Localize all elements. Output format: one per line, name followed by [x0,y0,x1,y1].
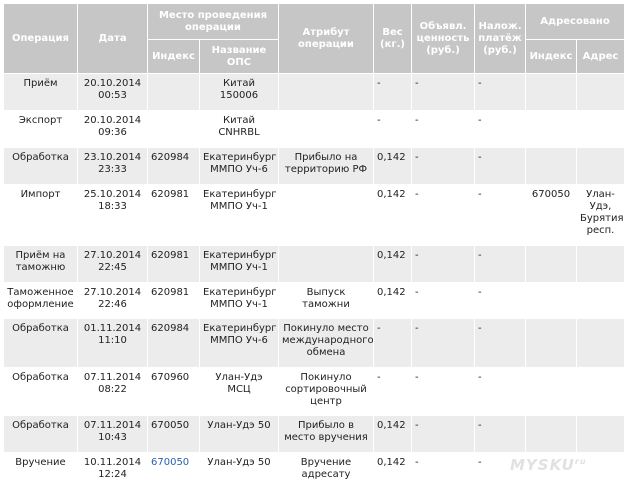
cell-office-name [200,148,279,185]
header-cod: Налож. платёж (руб.) [475,4,526,74]
cell-declared-value [412,111,475,148]
cell-date [78,111,148,148]
tracking-table [3,3,625,488]
cell-operation-text: Приём [23,78,58,89]
cell-office-name [200,368,279,416]
cell-weight [374,319,412,368]
cell-operation [4,246,78,283]
cell-addr-index-text: 670050 [531,189,571,200]
cell-declared-value-text: - [415,420,419,431]
cell-operation-text: Обработка [12,420,69,431]
cell-operation [4,416,78,453]
cell-addr-index [526,368,577,416]
cell-address [577,368,625,416]
cell-date-text: 27.10.2014 22:46 [83,287,142,310]
cell-weight [374,246,412,283]
cell-index-text: 620981 [151,250,190,261]
cell-declared-value-text: - [415,152,419,163]
cell-weight [374,111,412,148]
table-row [4,416,625,453]
cell-index [148,283,200,319]
cell-declared-value-text: - [415,78,419,89]
cell-index [148,74,200,111]
cell-cod-text: - [478,152,482,163]
cell-address [577,148,625,185]
cell-date-text: 23.10.2014 23:33 [83,152,142,175]
cell-index [148,148,200,185]
cell-cod-text: - [478,372,482,383]
cell-date [78,368,148,416]
cell-office-name [200,74,279,111]
table-body [4,74,625,488]
cell-weight-text: 0,142 [377,152,406,163]
cell-office-name [200,416,279,453]
cell-operation-text: Обработка [12,372,69,383]
cell-operation [4,185,78,246]
cell-addr-index [526,319,577,368]
cell-index [148,453,200,488]
cell-address [577,74,625,111]
header-attribute: Атрибут операции [279,4,374,74]
cell-declared-value [412,416,475,453]
cell-date [78,319,148,368]
cell-address [577,185,625,246]
cell-address [577,416,625,453]
cell-weight-text: 0,142 [377,420,406,431]
cell-attribute [279,319,374,368]
cell-declared-value [412,368,475,416]
cell-office-name-text: Екатеринбург ММПО Уч-1 [203,250,277,273]
cell-operation [4,148,78,185]
cell-declared-value [412,148,475,185]
cell-date [78,453,148,488]
header-addr-index: Индекс [526,40,577,74]
cell-date [78,246,148,283]
cell-declared-value-text: - [415,457,419,468]
cell-weight [374,368,412,416]
cell-weight-text: - [377,115,381,126]
table-row [4,319,625,368]
watermark-suffix: ru [574,457,587,466]
cell-office-name-text: Екатеринбург ММПО Уч-1 [203,287,277,310]
cell-cod [475,185,526,246]
cell-index [148,246,200,283]
cell-attribute [279,368,374,416]
cell-address [577,283,625,319]
cell-operation [4,283,78,319]
cell-office-name [200,185,279,246]
cell-weight [374,283,412,319]
cell-attribute-text: Прибыло в место вручения [284,420,368,443]
cell-index-text: 670050 [151,420,190,431]
cell-office-name-text: Китай CNHRBL [218,115,260,138]
header-place-index: Индекс [148,40,200,74]
cell-addr-index [526,416,577,453]
cell-office-name-text: Улан-Удэ 50 [207,457,271,468]
cell-cod [475,416,526,453]
cell-date-text: 10.11.2014 12:24 [83,457,142,480]
watermark-logo [510,456,587,474]
cell-date [78,185,148,246]
index-link[interactable]: 670050 [151,457,190,468]
cell-weight [374,185,412,246]
cell-declared-value-text: - [415,287,419,298]
table-header [4,4,625,74]
table-row [4,246,625,283]
cell-attribute-text: Покинуло сортировочный центр [285,372,367,407]
cell-addr-index [526,148,577,185]
cell-addr-index [526,185,577,246]
cell-index-text: 620981 [151,189,190,200]
cell-cod [475,148,526,185]
cell-address [577,319,625,368]
cell-address [577,111,625,148]
table-row [4,368,625,416]
cell-office-name-text: Улан-Удэ МСЦ [215,372,263,395]
cell-declared-value [412,319,475,368]
cell-address [577,246,625,283]
cell-index [148,416,200,453]
cell-operation-text: Импорт [20,189,61,200]
cell-cod-text: - [478,457,482,468]
cell-declared-value [412,283,475,319]
cell-addr-index [526,246,577,283]
cell-declared-value [412,74,475,111]
header-address: Адрес [577,40,625,74]
cell-operation-text: Таможенное оформление [7,287,74,310]
cell-cod [475,283,526,319]
header-place-name: Название ОПС [200,40,279,74]
header-date: Дата [78,4,148,74]
cell-cod-text: - [478,115,482,126]
cell-attribute [279,185,374,246]
cell-weight-text: - [377,323,381,334]
cell-attribute [279,74,374,111]
cell-index [148,185,200,246]
header-addressed: Адресовано [526,4,625,40]
cell-attribute [279,416,374,453]
cell-operation-text: Обработка [12,323,69,334]
cell-index-text: 670960 [151,372,190,383]
cell-attribute [279,453,374,488]
cell-weight [374,74,412,111]
cell-index-text: 620984 [151,323,190,334]
cell-operation [4,368,78,416]
cell-date [78,148,148,185]
cell-attribute-text: Вручение адресату [300,457,352,480]
cell-date [78,74,148,111]
cell-declared-value [412,246,475,283]
cell-address-text: Улан- Удэ, Бурятия респ. [580,189,624,236]
cell-attribute [279,148,374,185]
cell-operation-text: Вручение [15,457,66,468]
cell-declared-value-text: - [415,372,419,383]
table-row [4,148,625,185]
table-row [4,74,625,111]
cell-weight-text: 0,142 [377,250,406,261]
cell-attribute-text: Выпуск таможни [302,287,350,310]
cell-date-text: 07.11.2014 10:43 [83,420,142,443]
cell-declared-value [412,453,475,488]
cell-office-name-text: Екатеринбург ММПО Уч-1 [203,189,277,212]
cell-cod-text: - [478,287,482,298]
cell-declared-value-text: - [415,323,419,334]
cell-office-name [200,319,279,368]
cell-weight-text: - [377,78,381,89]
cell-attribute-text: Покинуло место международного обмена [282,323,374,358]
cell-office-name [200,111,279,148]
cell-declared-value [412,185,475,246]
cell-office-name-text: Улан-Удэ 50 [207,420,271,431]
cell-cod [475,74,526,111]
cell-office-name-text: Екатеринбург ММПО Уч-6 [203,152,277,175]
cell-declared-value-text: - [415,189,419,200]
cell-date-text: 25.10.2014 18:33 [83,189,142,212]
table-row [4,111,625,148]
cell-office-name [200,283,279,319]
cell-index [148,319,200,368]
cell-addr-index [526,111,577,148]
cell-cod [475,111,526,148]
cell-attribute [279,246,374,283]
cell-weight-text: 0,142 [377,457,406,468]
cell-date-text: 07.11.2014 08:22 [83,372,142,395]
cell-weight-text: 0,142 [377,189,406,200]
cell-cod-text: - [478,420,482,431]
cell-date-text: 27.10.2014 22:45 [83,250,142,273]
cell-cod-text: - [478,78,482,89]
cell-operation [4,319,78,368]
cell-addr-index [526,283,577,319]
table-row [4,185,625,246]
header-weight: Вес (кг.) [374,4,412,74]
cell-weight-text: 0,142 [377,287,406,298]
cell-date [78,283,148,319]
cell-operation [4,453,78,488]
cell-cod [475,246,526,283]
cell-weight-text: - [377,372,381,383]
header-operation: Операция [4,4,78,74]
cell-operation [4,111,78,148]
cell-attribute [279,111,374,148]
cell-office-name-text: Екатеринбург ММПО Уч-6 [203,323,277,346]
cell-weight [374,416,412,453]
watermark-text: MYSKU [510,456,575,474]
cell-attribute-text: Прибыло на территорию РФ [284,152,368,175]
cell-weight [374,148,412,185]
cell-cod [475,319,526,368]
cell-office-name-text: Китай 150006 [219,78,259,101]
cell-operation-text: Обработка [12,152,69,163]
cell-date-text: 20.10.2014 00:53 [83,78,142,101]
cell-weight [374,453,412,488]
cell-index [148,111,200,148]
cell-index [148,368,200,416]
cell-office-name [200,246,279,283]
cell-declared-value-text: - [415,250,419,261]
cell-cod-text: - [478,250,482,261]
cell-cod [475,368,526,416]
table-row [4,283,625,319]
cell-operation-text: Приём на таможню [15,250,66,273]
cell-declared-value-text: - [415,115,419,126]
cell-index-text: 620984 [151,152,190,163]
cell-index-text: 620981 [151,287,190,298]
cell-cod-text: - [478,189,482,200]
cell-office-name [200,453,279,488]
header-place: Место проведения операции [148,4,279,40]
cell-operation [4,74,78,111]
cell-attribute [279,283,374,319]
cell-date-text: 20.10.2014 09:36 [83,115,142,138]
cell-operation-text: Экспорт [18,115,63,126]
cell-cod-text: - [478,323,482,334]
header-declared-value: Объявл. ценность (руб.) [412,4,475,74]
cell-addr-index [526,74,577,111]
cell-date [78,416,148,453]
cell-date-text: 01.11.2014 11:10 [83,323,142,346]
